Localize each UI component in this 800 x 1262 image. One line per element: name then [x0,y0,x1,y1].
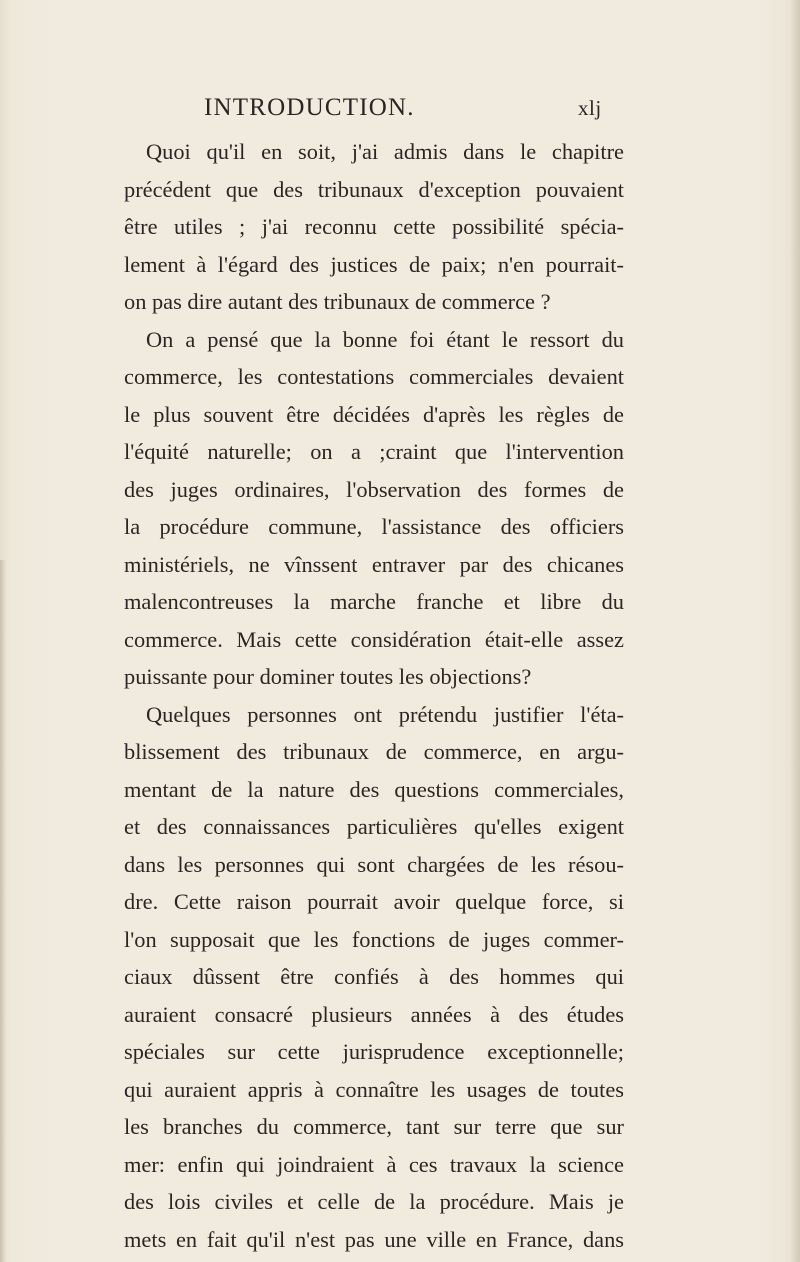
text-line: malencontreuses la marche franche et libre du [124,589,624,614]
page-binding-shadow [0,560,6,1262]
text-line: et des connaissances particulières qu'elles exigent [124,814,624,839]
text-line: la procédure commune, l'assistance des officiers [124,514,624,539]
text-line: Quelques personnes ont prétendu justifier l'éta- [146,701,624,727]
text-line: On a pensé que la bonne foi étant le ressort du [146,326,624,352]
body-text [124,133,624,1258]
page-number: xlj [578,96,602,120]
text-line: l'équité naturelle; on a ;craint que l'intervention [124,439,624,464]
text-line: commerce, les contestations commerciales devaient [124,364,624,389]
running-head [204,94,634,128]
text-line: dre. Cette raison pourrait avoir quelque force, si [124,889,624,914]
text-line: spéciales sur cette jurisprudence exceptionnelle; [124,1039,624,1064]
text-line: qui auraient appris à connaître les usages de toutes [124,1076,624,1102]
text-line: ministériels, ne vînssent entraver par des chicanes [124,551,624,577]
text-line: on pas dire autant des tribunaux de commerce ? [124,289,551,314]
text-line: le plus souvent être décidées d'après les règles de [124,401,624,427]
text-line: les branches du commerce, tant sur terre que sur [124,1114,624,1139]
text-line: Quoi qu'il en soit, j'ai admis dans le chapitre [146,139,624,164]
text-line: ciaux dûssent être confiés à des hommes qui [124,964,624,989]
text-line: commerce. Mais cette considération était-elle assez [124,626,624,652]
text-line: l'on supposait que les fonctions de juges commer- [124,926,624,952]
text-line: dans les personnes qui sont chargées de les résou- [124,851,624,877]
text-line: des lois civiles et celle de la procédure. Mais je [124,1189,624,1214]
text-line: mets en fait qu'il n'est pas une ville en France, dans [124,1226,624,1252]
text-line: blissement des tribunaux de commerce, en argu- [124,739,624,764]
text-line: lement à l'égard des justices de paix; n'en pourrait- [124,251,624,277]
text-line: auraient consacré plusieurs années à des études [124,1001,624,1027]
page-edge-shadow [790,0,800,1262]
text-line: des juges ordinaires, l'observation des formes de [124,476,624,502]
text-line: puissante pour dominer toutes les objections? [124,664,532,689]
running-title: INTRODUCTION. [204,94,415,121]
text-line: mentant de la nature des questions commerciales, [124,776,624,802]
text-line: être utiles ; j'ai reconnu cette possibilité spécia- [124,214,624,239]
text-line: précédent que des tribunaux d'exception pouvaient [124,176,624,202]
text-line: mer: enfin qui joindraient à ces travaux la science [124,1151,624,1177]
